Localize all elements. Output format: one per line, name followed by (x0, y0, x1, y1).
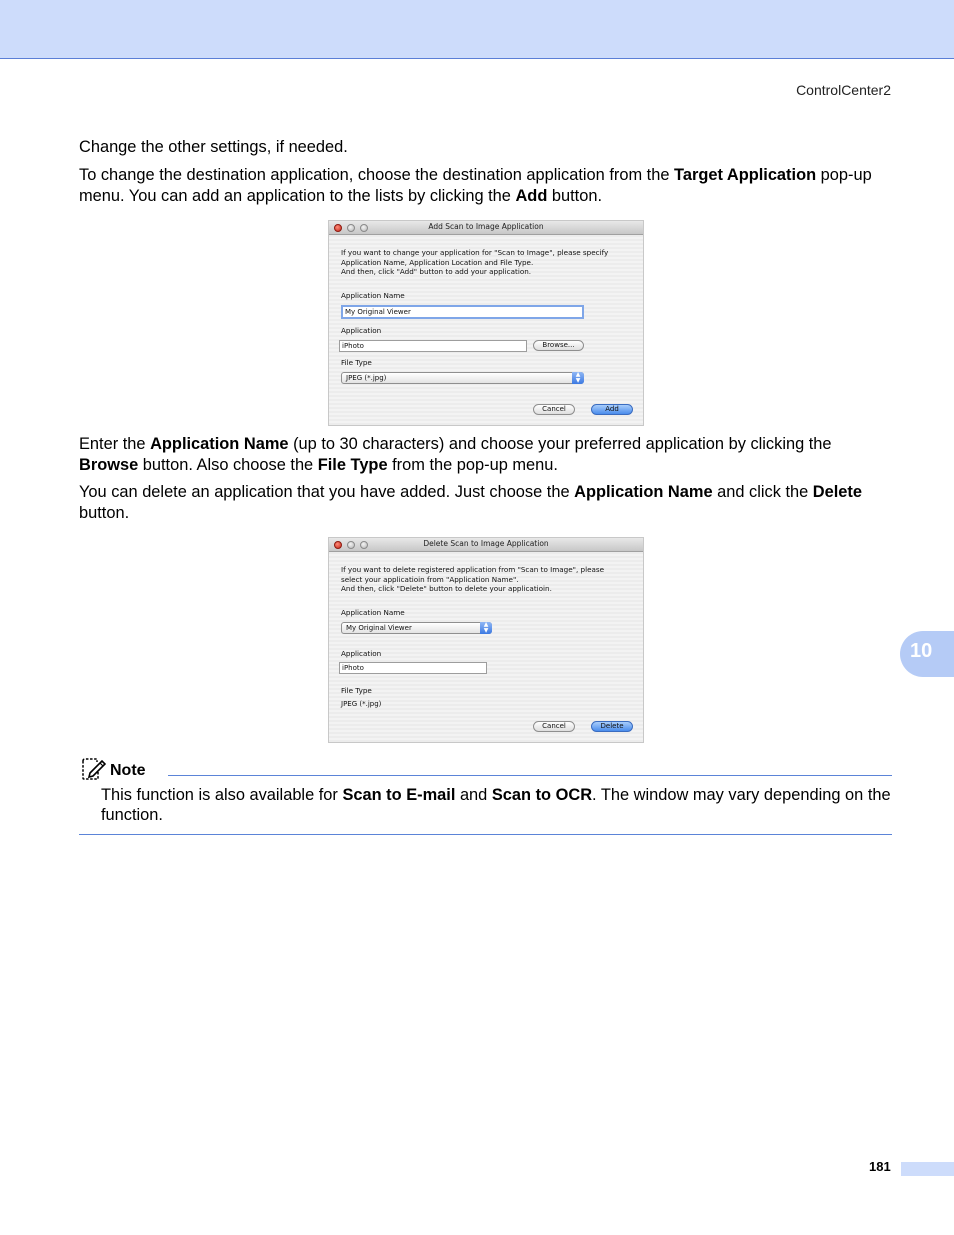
application-label: Application (341, 326, 382, 335)
bold-file-type: File Type (317, 455, 388, 474)
text: (up to 30 characters) and choose your preferred application by clicking the (288, 435, 832, 453)
text: button. Also choose the (138, 455, 318, 474)
text: . The window may vary depending on the function. (101, 786, 891, 824)
dialog-title: Delete Scan to Image Application (423, 539, 549, 548)
delete-button[interactable]: Delete (591, 721, 633, 732)
file-type-select[interactable] (341, 372, 584, 384)
text: pop-up menu. You can add an application to the lists by clicking the (79, 166, 872, 205)
chapter-number: 10 (910, 640, 933, 662)
delete-application-dialog (328, 537, 644, 743)
bold-delete: Delete (812, 483, 862, 501)
paragraph-change-settings: Change the other settings, if needed. (79, 138, 348, 156)
text: and (455, 786, 492, 804)
browse-button[interactable]: Browse... (533, 340, 584, 351)
bold-scan-to-ocr: Scan to OCR (491, 786, 593, 804)
page-number-tab (901, 1162, 954, 1176)
note-bottom-rule (79, 834, 892, 835)
application-name-input[interactable]: My Original Viewer (341, 305, 584, 319)
paragraph-target-application (79, 165, 892, 206)
text: button. (547, 186, 603, 205)
text: and click the (712, 483, 813, 501)
add-button[interactable]: Add (591, 404, 633, 415)
dialog-instructions (341, 248, 608, 277)
page-number: 181 (869, 1159, 891, 1174)
bold-application-name: Application Name (574, 483, 713, 501)
text: from the pop-up menu. (387, 455, 558, 474)
instruction-line: If you want to delete registered application from "Scan to Image", please (341, 565, 605, 574)
text: Enter the (79, 435, 151, 453)
bold-add: Add (515, 186, 548, 205)
text: You can delete an application that you have added. Just choose the (79, 483, 575, 501)
application-name-select[interactable] (341, 622, 492, 634)
cancel-button[interactable]: Cancel (533, 721, 575, 732)
application-name-label: Application Name (341, 608, 405, 617)
dialog-instructions (341, 565, 604, 594)
bold-scan-to-email: Scan to E-mail (342, 786, 456, 804)
text: To change the destination application, choose the destination application from the (79, 166, 675, 184)
cancel-button[interactable]: Cancel (533, 404, 575, 415)
note-top-rule (168, 775, 892, 776)
running-header: ControlCenter2 (796, 82, 891, 98)
dialog-titlebar (329, 538, 643, 552)
file-type-value: JPEG (*.jpg) (341, 700, 382, 708)
application-name-label: Application Name (341, 291, 405, 300)
note-text (101, 785, 892, 825)
add-application-dialog (328, 220, 644, 426)
updown-arrows-icon: ▲ ▼ (572, 372, 584, 384)
file-type-value: JPEG (*.jpg) (346, 374, 387, 382)
note-pencil-icon (80, 757, 106, 781)
paragraph-enter-app-name (79, 434, 892, 475)
bold-target-application: Target Application (674, 166, 817, 184)
application-path-field: iPhoto (339, 662, 487, 674)
file-type-label: File Type (341, 358, 372, 367)
application-path-field[interactable]: iPhoto (339, 340, 527, 352)
top-header-band (0, 0, 954, 59)
dialog-titlebar (329, 221, 643, 235)
dialog-title: Add Scan to Image Application (428, 222, 544, 231)
file-type-label: File Type (341, 686, 372, 695)
instruction-line: And then, click "Add" button to add your application. (341, 267, 532, 277)
bold-application-name: Application Name (150, 435, 289, 453)
text: button. (79, 503, 130, 522)
note-title: Note (110, 762, 146, 779)
instruction-line: If you want to change your application for "Scan to Image", please specify (341, 248, 609, 257)
updown-arrows-icon: ▲ ▼ (480, 622, 492, 634)
text: This function is also available for (101, 786, 343, 804)
application-label: Application (341, 649, 382, 658)
instruction-line: Application Name, Application Location and File Type. (341, 257, 534, 267)
instruction-line: select your applicatioin from "Application Name". (341, 574, 519, 584)
paragraph-delete-app (79, 482, 892, 523)
bold-browse: Browse (79, 455, 139, 474)
instruction-line: And then, click "Delete" button to delete your applicatioin. (341, 584, 552, 594)
application-name-value: My Original Viewer (346, 624, 412, 632)
